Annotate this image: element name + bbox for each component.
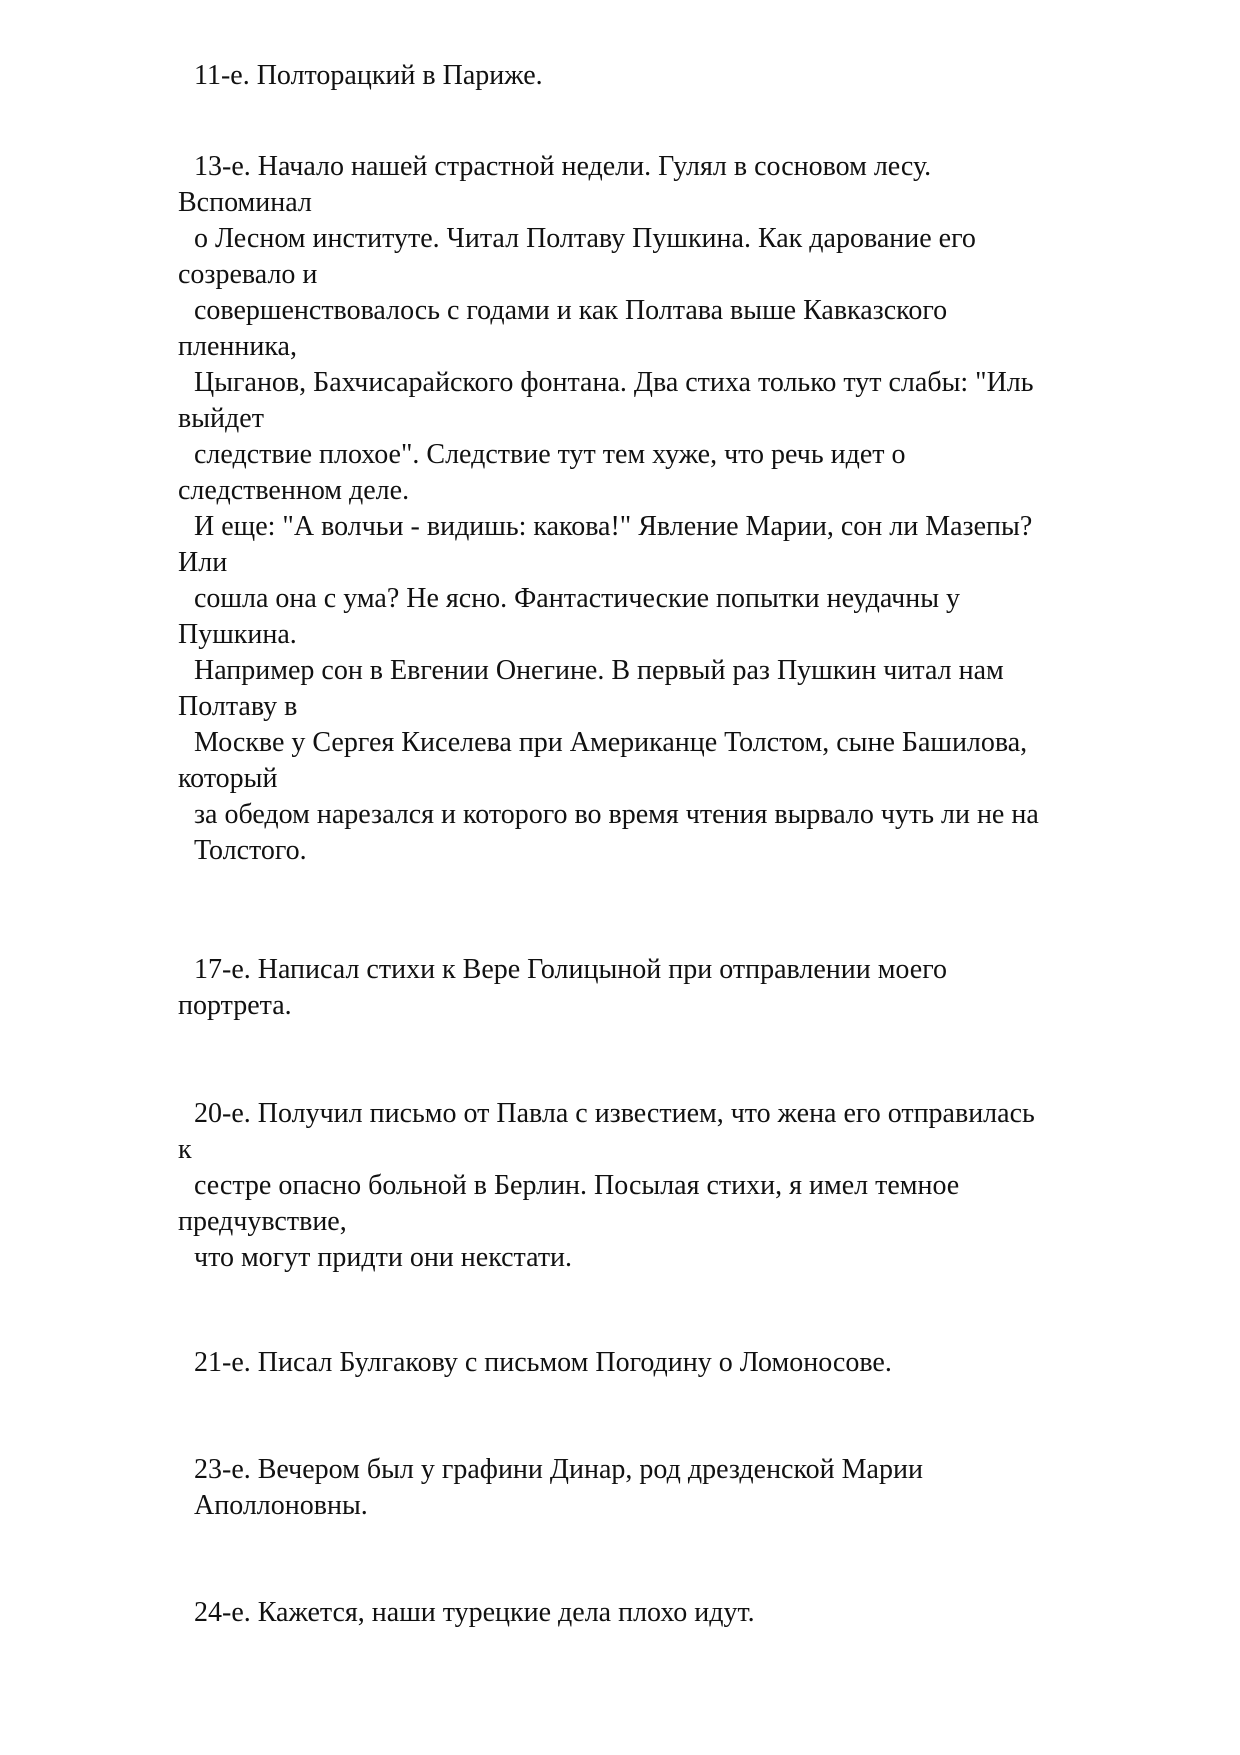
entry-line: Или <box>178 547 228 578</box>
diary-entry-20 <box>178 1096 1188 1276</box>
entry-line: созревало и <box>178 259 318 290</box>
entry-line: совершенствовалось с годами и как Полтава выше Кавказского <box>194 295 948 326</box>
entry-line: И еще: "А волчьи - видишь: какова!" Явление Марии, сон ли Мазепы? <box>194 511 1033 542</box>
entry-line: 23-е. Вечером был у графини Динар, род дрезденской Марии <box>194 1454 923 1485</box>
diary-entry-23 <box>178 1452 1188 1524</box>
entry-line: Цыганов, Бахчисарайского фонтана. Два стиха только тут слабы: "Иль <box>194 367 1034 398</box>
diary-entry-11 <box>178 58 1188 94</box>
entry-line: Вспоминал <box>178 187 312 218</box>
entry-line: выйдет <box>178 403 264 434</box>
entry-line: 20-е. Получил письмо от Павла с известием, что жена его отправилась <box>194 1098 1035 1129</box>
entry-line: о Лесном институте. Читал Полтаву Пушкина. Как дарование его <box>194 223 976 254</box>
entry-line: предчувствие, <box>178 1206 347 1237</box>
entry-line: Москве у Сергея Киселева при Американце Толстом, сыне Башилова, <box>194 727 1028 758</box>
entry-line: сестре опасно больной в Берлин. Посылая стихи, я имел темное <box>194 1170 960 1201</box>
entry-line: портрета. <box>178 990 292 1021</box>
entry-line: Пушкина. <box>178 619 297 650</box>
entry-line: 13-е. Начало нашей страстной недели. Гулял в сосновом лесу. <box>194 151 932 182</box>
entry-line: к <box>178 1134 192 1165</box>
entry-line: за обедом нарезался и которого во время чтения вырвало чуть ли не на <box>194 799 1039 830</box>
entry-line: 21-е. Писал Булгакову с письмом Погодину о Ломоносове. <box>194 1347 892 1378</box>
entry-line: 17-е. Написал стихи к Вере Голицыной при отправлении моего <box>194 954 947 985</box>
entry-line: Например сон в Евгении Онегине. В первый раз Пушкин читал нам <box>194 655 1004 686</box>
entry-line: следствие плохое". Следствие тут тем хуже, что речь идет о <box>194 439 906 470</box>
entry-line: Аполлоновны. <box>194 1490 368 1521</box>
entry-line: 24-е. Кажется, наши турецкие дела плохо идут. <box>194 1597 755 1628</box>
entry-line: сошла она с ума? Не ясно. Фантастические попытки неудачны у <box>194 583 961 614</box>
diary-entry-24 <box>178 1595 1188 1631</box>
diary-entry-13 <box>178 149 1188 869</box>
entry-line: следственном деле. <box>178 475 410 506</box>
entry-line: Полтаву в <box>178 691 298 722</box>
entry-line: Толстого. <box>194 835 307 866</box>
entry-line: который <box>178 763 278 794</box>
entry-line: 11-е. Полторацкий в Париже. <box>194 60 543 91</box>
diary-entry-21 <box>178 1345 1188 1381</box>
diary-entry-17 <box>178 952 1188 1024</box>
entry-line: пленника, <box>178 331 297 362</box>
entry-line: что могут придти они некстати. <box>194 1242 573 1273</box>
